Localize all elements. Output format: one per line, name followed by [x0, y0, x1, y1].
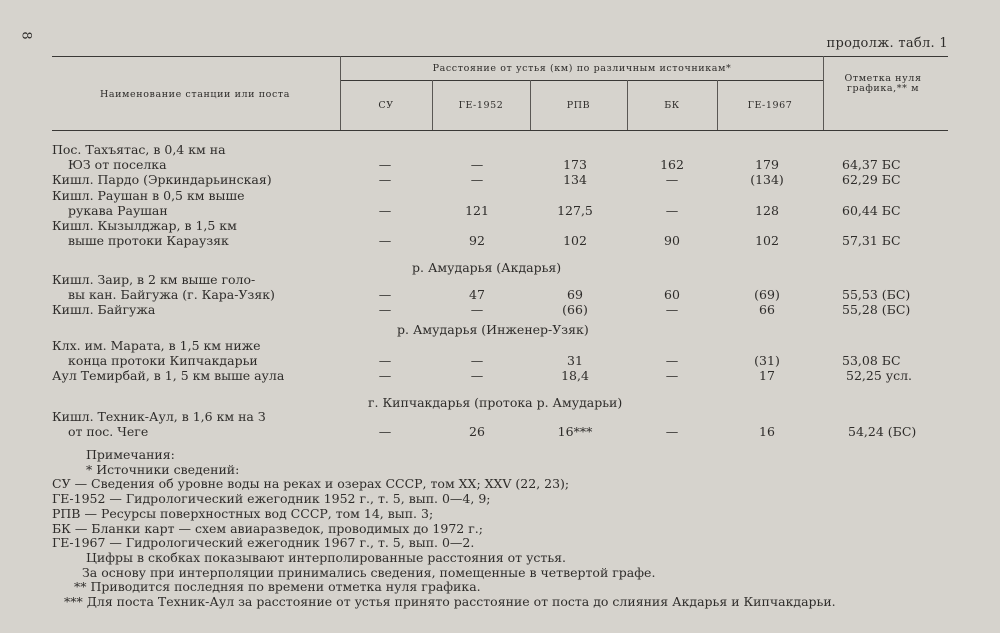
value-ge1952: 121 [465, 203, 489, 218]
footnote-line: РПВ — Ресурсы поверхностных вод СССР, том 14, вып. 3; [52, 505, 434, 521]
distance-group-header: Расстояние от устья (км) по различным источникам* [432, 63, 732, 74]
value-rpv: 127,5 [557, 203, 593, 218]
value-bk: 60 [664, 287, 680, 302]
station-name: Аул Темирбай, в 1, 5 км выше аула [52, 368, 285, 383]
station-name: Кишл. Заир, в 2 км выше голо- [52, 272, 256, 287]
source-header-ge1952: ГЕ-1952 [458, 100, 504, 111]
footnote-line: * Источники сведений: [86, 461, 240, 477]
value-elevation: 54,24 (БС) [848, 424, 917, 439]
station-name: Пос. Тахъятас, в 0,4 км на [52, 142, 226, 157]
value-bk: — [665, 424, 679, 439]
value-ge1952: 26 [469, 424, 485, 439]
value-su: — [378, 233, 392, 248]
value-rpv: 102 [563, 233, 587, 248]
value-ge1952: — [470, 302, 484, 317]
value-rpv: 134 [563, 172, 587, 187]
value-ge1952: — [470, 353, 484, 368]
value-ge1952: 47 [469, 287, 485, 302]
value-bk: — [665, 353, 679, 368]
station-name: выше протоки Караузяк [68, 233, 229, 248]
station-name: Кишл. Техник-Аул, в 1,6 км на З [52, 409, 266, 424]
section-heading: г. Кипчакдарья (протока р. Амударьи) [368, 395, 623, 410]
value-bk: 162 [660, 157, 684, 172]
station-name: ЮЗ от поселка [68, 157, 167, 172]
value-rpv: 18,4 [561, 368, 589, 383]
page-number: 8 [18, 31, 34, 40]
value-ge1967: 179 [755, 157, 779, 172]
station-name: Кишл. Раушан в 0,5 км выше [52, 188, 245, 203]
footnote-line: ГЕ-1967 — Гидрологический ежегодник 1967 г., т. 5, вып. 0—2. [52, 535, 475, 551]
value-elevation: 62,29 БС [842, 172, 901, 187]
station-name: Кишл. Кызылджар, в 1,5 км [52, 218, 237, 233]
value-rpv: 69 [567, 287, 583, 302]
header-bottom-rule [52, 130, 948, 131]
value-rpv: 31 [567, 353, 583, 368]
value-ge1967: 16 [759, 424, 775, 439]
section-heading: р. Амударья (Акдарья) [412, 260, 562, 275]
header-mid-rule [340, 80, 823, 81]
value-elevation: 53,08 БС [842, 353, 901, 368]
source-header-su: СУ [378, 100, 394, 111]
value-rpv: 173 [563, 157, 587, 172]
value-ge1967: 102 [755, 233, 779, 248]
continuation-label: продолж. табл. 1 [826, 36, 948, 51]
value-su: — [378, 287, 392, 302]
footnote-line: ** Приводится последняя по времени отметка нуля графика. [74, 579, 481, 595]
station-name: вы кан. Байгужа (г. Кара-Узяк) [68, 287, 275, 302]
footnote-line: БК — Бланки карт — схем авиаразведок, проводимых до 1972 г.; [52, 520, 483, 536]
notes-title: Примечания: [86, 447, 175, 462]
value-elevation: 55,28 (БС) [842, 302, 911, 317]
value-bk: 90 [664, 233, 680, 248]
column-divider [340, 56, 341, 130]
source-header-rpv: РПВ [566, 100, 591, 111]
source-header-ge1967: ГЕ-1967 [747, 100, 793, 111]
value-rpv: (66) [562, 302, 588, 317]
value-elevation: 60,44 БС [842, 203, 901, 218]
value-elevation: 52,25 усл. [846, 368, 913, 383]
value-ge1967: (31) [754, 353, 780, 368]
value-su: — [378, 353, 392, 368]
footnote-line: *** Для поста Техник-Аул за расстояние от устья принято расстояние от поста до слияния Акдарья и Кипчакдарьи. [64, 594, 836, 610]
value-ge1952: 92 [469, 233, 485, 248]
value-ge1967: (69) [754, 287, 780, 302]
value-elevation: 64,37 БС [842, 157, 901, 172]
value-elevation: 57,31 БС [842, 233, 901, 248]
footnote-line: ГЕ-1952 — Гидрологический ежегодник 1952 г., т. 5, вып. 0—4, 9; [52, 491, 491, 507]
value-bk: — [665, 302, 679, 317]
station-name: рукава Раушан [68, 203, 168, 218]
footnotes [52, 448, 836, 610]
value-ge1967: 66 [759, 302, 775, 317]
value-bk: — [665, 172, 679, 187]
column-divider [823, 56, 824, 130]
value-ge1952: — [470, 157, 484, 172]
station-name: Кишл. Пардо (Эркиндарьинская) [52, 172, 272, 187]
value-ge1967: 17 [759, 368, 775, 383]
station-column-header: Наименование станции или поста [99, 89, 291, 100]
elevation-column-header: Отметка нуля графика,** м [844, 73, 922, 94]
value-rpv: 16*** [557, 424, 593, 439]
value-su: — [378, 424, 392, 439]
table-top-rule [52, 56, 948, 57]
source-header-bk: БК [664, 100, 680, 111]
footnote-line: Цифры в скобках показывают интерполированные расстояния от устья. [86, 549, 567, 565]
value-bk: — [665, 368, 679, 383]
value-su: — [378, 172, 392, 187]
section-heading: р. Амударья (Инженер-Узяк) [397, 322, 589, 337]
value-ge1967: (134) [750, 172, 784, 187]
value-bk: — [665, 203, 679, 218]
value-su: — [378, 302, 392, 317]
value-su: — [378, 203, 392, 218]
value-su: — [378, 157, 392, 172]
station-name: конца протоки Кипчакдарьи [68, 353, 258, 368]
station-name: Клх. им. Марата, в 1,5 км ниже [52, 338, 261, 353]
footnote-line: За основу при интерполяции принимались сведения, помещенные в четвертой графе. [82, 564, 656, 580]
value-ge1952: — [470, 368, 484, 383]
value-elevation: 55,53 (БС) [842, 287, 911, 302]
station-name: от пос. Чеге [68, 424, 149, 439]
value-su: — [378, 368, 392, 383]
footnote-line: СУ — Сведения об уровне воды на реках и озерах СССР, том XX; XXV (22, 23); [52, 476, 570, 492]
value-ge1967: 128 [755, 203, 779, 218]
value-ge1952: — [470, 172, 484, 187]
station-name: Кишл. Байгужа [52, 302, 156, 317]
